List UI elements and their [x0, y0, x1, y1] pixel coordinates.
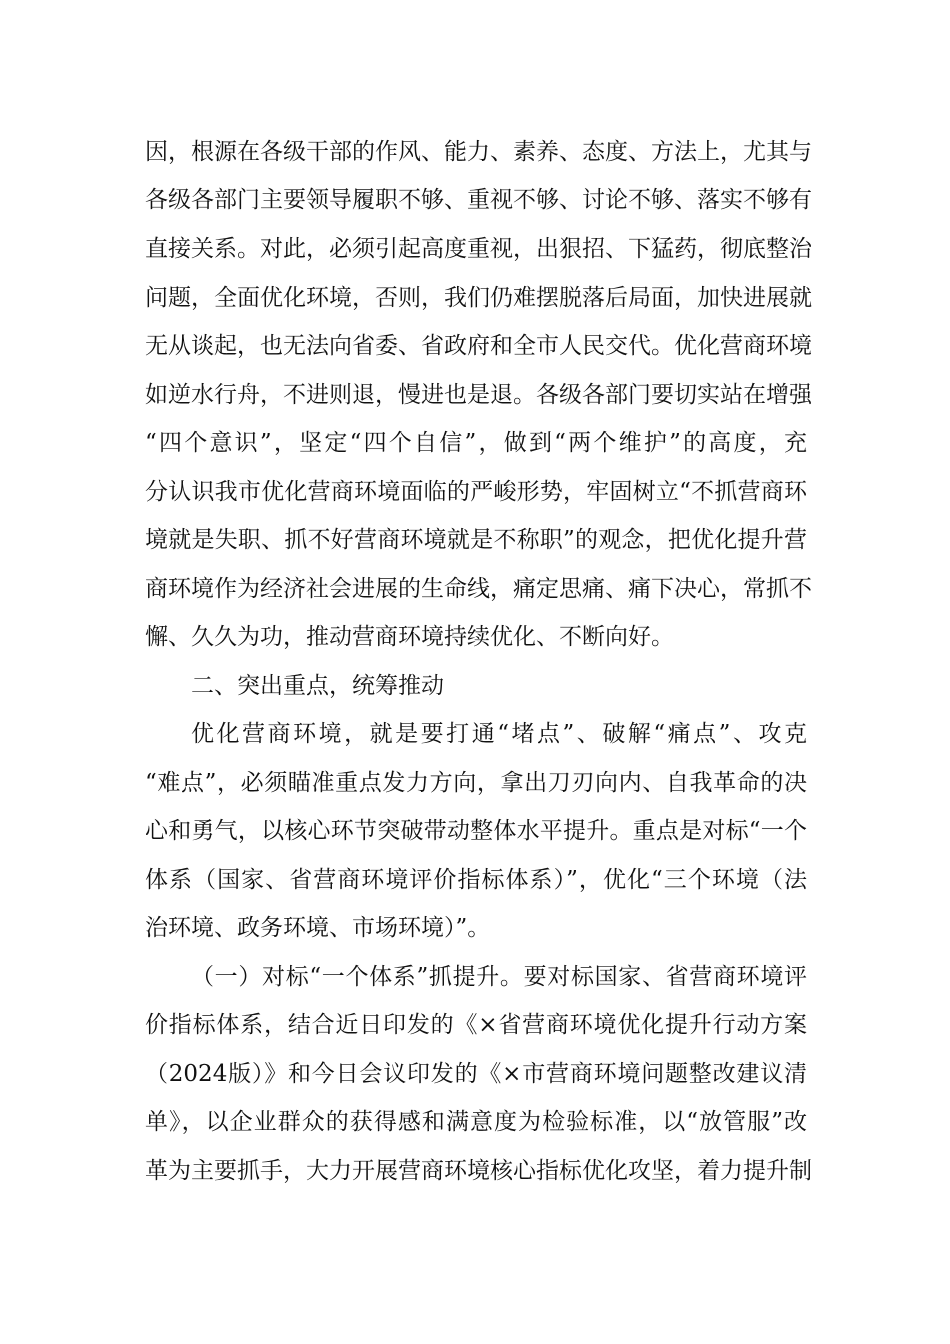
body-text-line: 因，根源在各级干部的作风、能力、素养、态度、方法上，尤其与	[145, 139, 812, 165]
body-text-line: 如逆水行舟，不进则退，慢进也是退。各级各部门要切实站在增强	[145, 382, 812, 408]
body-text-line: “难点”，必须瞄准重点发力方向，拿出刀刃向内、自我革命的决	[145, 770, 807, 796]
body-text-line: “四个意识”，坚定“四个自信”，做到“两个维护”的高度，充	[145, 430, 807, 456]
subsection-text-line: （一）对标“一个体系”抓提升。要对标国家、省营商环境评	[191, 964, 807, 990]
body-text-line: （2024版）》和今日会议印发的《×市营商环境问题整改建议清	[145, 1061, 807, 1087]
body-text-line: 无从谈起，也无法向省委、省政府和全市人民交代。优化营商环境	[145, 333, 812, 359]
body-text-line: 体系（国家、省营商环境评价指标体系）”，优化“三个环境（法	[145, 867, 807, 893]
body-text-line: 心和勇气，以核心环节突破带动整体水平提升。重点是对标“一个	[145, 818, 807, 844]
body-text-line: 懈、久久为功，推动营商环境持续优化、不断向好。	[145, 624, 674, 650]
body-text-line: 问题，全面优化环境，否则，我们仍难摆脱落后局面，加快进展就	[145, 285, 812, 311]
body-text-line: 商环境作为经济社会进展的生命线，痛定思痛、痛下决心，常抓不	[145, 576, 812, 602]
body-text-line: 直接关系。对此，必须引起高度重视，出狠招、下猛药，彻底整治	[145, 236, 812, 262]
body-text-line: 优化营商环境，就是要打通“堵点”、破解“痛点”、攻克	[191, 721, 807, 747]
body-text-line: 分认识我市优化营商环境面临的严峻形势，牢固树立“不抓营商环	[145, 479, 807, 505]
body-text-line: 价指标体系，结合近日印发的《×省营商环境优化提升行动方案	[145, 1012, 807, 1038]
body-text-line: 单》，以企业群众的获得感和满意度为检验标准，以“放管服”改	[145, 1109, 807, 1135]
body-text-line: 治环境、政务环境、市场环境）”。	[145, 915, 491, 941]
section-heading: 二、突出重点，统筹推动	[191, 673, 444, 699]
body-text-line: 境就是失职、抓不好营商环境就是不称职”的观念，把优化提升营	[145, 527, 807, 553]
body-text-line: 各级各部门主要领导履职不够、重视不够、讨论不够、落实不够有	[145, 187, 812, 213]
body-text-line: 革为主要抓手，大力开展营商环境核心指标优化攻坚，着力提升制	[145, 1158, 812, 1184]
